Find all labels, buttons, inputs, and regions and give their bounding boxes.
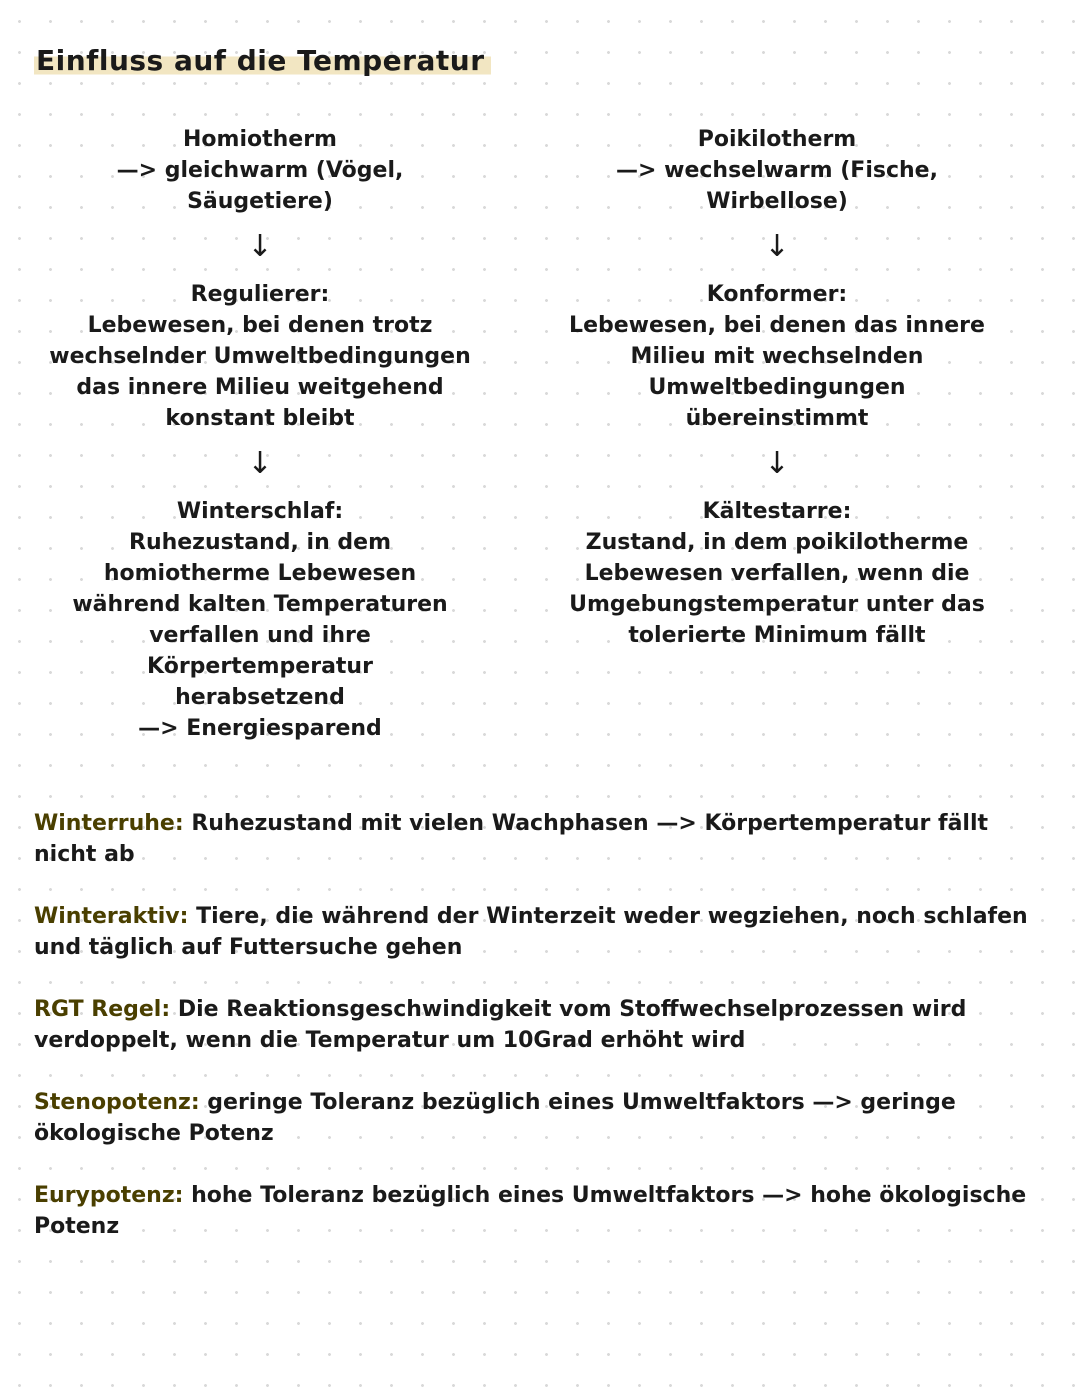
konformer-label: Konformer:	[706, 282, 848, 307]
kaeltestarre-text: Zustand, in dem poikilotherme Lebewesen verfallen, wenn die Umgebungstemperatur unter das tolerierte Minimum fällt	[569, 530, 985, 648]
kaeltestarre-label: Kältestarre:	[702, 499, 852, 524]
definition-winterruhe	[34, 808, 1034, 870]
definition-term: RGT Regel:	[34, 997, 171, 1022]
regulierer-text: Lebewesen, bei denen trotz wechselnder Umweltbedingungen das innere Milieu weitgehend konstant bleibt	[49, 313, 471, 431]
konformer-text: Lebewesen, bei denen das innere Milieu mit wechselnden Umweltbedingungen übereinstimmt	[569, 313, 985, 431]
definition-winteraktiv	[34, 901, 1034, 963]
definition-term: Eurypotenz:	[34, 1183, 184, 1208]
definition-text: hohe Toleranz bezüglich eines Umweltfaktors —> hohe ökologische Potenz	[34, 1183, 1027, 1239]
definition-text: Tiere, die während der Winterzeit weder wegziehen, noch schlafen und täglich auf Futtersuche gehen	[34, 904, 1028, 960]
down-arrow-icon: ↓	[247, 229, 273, 264]
definition-term: Stenopotenz:	[34, 1090, 200, 1115]
definition-eurypotenz	[34, 1180, 1034, 1242]
definitions-list	[34, 808, 1034, 1273]
homiotherm-heading: Homiotherm	[183, 127, 337, 152]
winterschlaf-label: Winterschlaf:	[176, 499, 344, 524]
definition-rgt-regel	[34, 994, 1034, 1056]
down-arrow-icon: ↓	[764, 446, 790, 481]
winterschlaf-text: Ruhezustand, in dem homiotherme Lebewesen während kalten Temperaturen verfallen und ihre Körpertemperatur herabsetzend —> Energiesparend	[72, 530, 448, 741]
poikilotherm-heading: Poikilotherm	[697, 127, 857, 152]
definition-term: Winteraktiv:	[34, 904, 189, 929]
homiotherm-column	[35, 124, 485, 744]
page-title: Einfluss auf die Temperatur	[34, 44, 491, 77]
down-arrow-icon: ↓	[764, 229, 790, 264]
poikilotherm-subtitle: —> wechselwarm (Fische, Wirbellose)	[616, 158, 938, 214]
definition-stenopotenz	[34, 1087, 1034, 1149]
definition-text: Die Reaktionsgeschwindigkeit vom Stoffwechselprozessen wird verdoppelt, wenn die Temperatur um 10Grad erhöht wird	[34, 997, 967, 1053]
down-arrow-icon: ↓	[247, 446, 273, 481]
definition-text: geringe Toleranz bezüglich eines Umweltfaktors —> geringe ökologische Potenz	[34, 1090, 956, 1146]
poikilotherm-column	[552, 124, 1002, 651]
homiotherm-subtitle: —> gleichwarm (Vögel, Säugetiere)	[116, 158, 404, 214]
definition-text: Ruhezustand mit vielen Wachphasen —> Körpertemperatur fällt nicht ab	[34, 811, 989, 867]
regulierer-label: Regulierer:	[190, 282, 330, 307]
definition-term: Winterruhe:	[34, 811, 184, 836]
